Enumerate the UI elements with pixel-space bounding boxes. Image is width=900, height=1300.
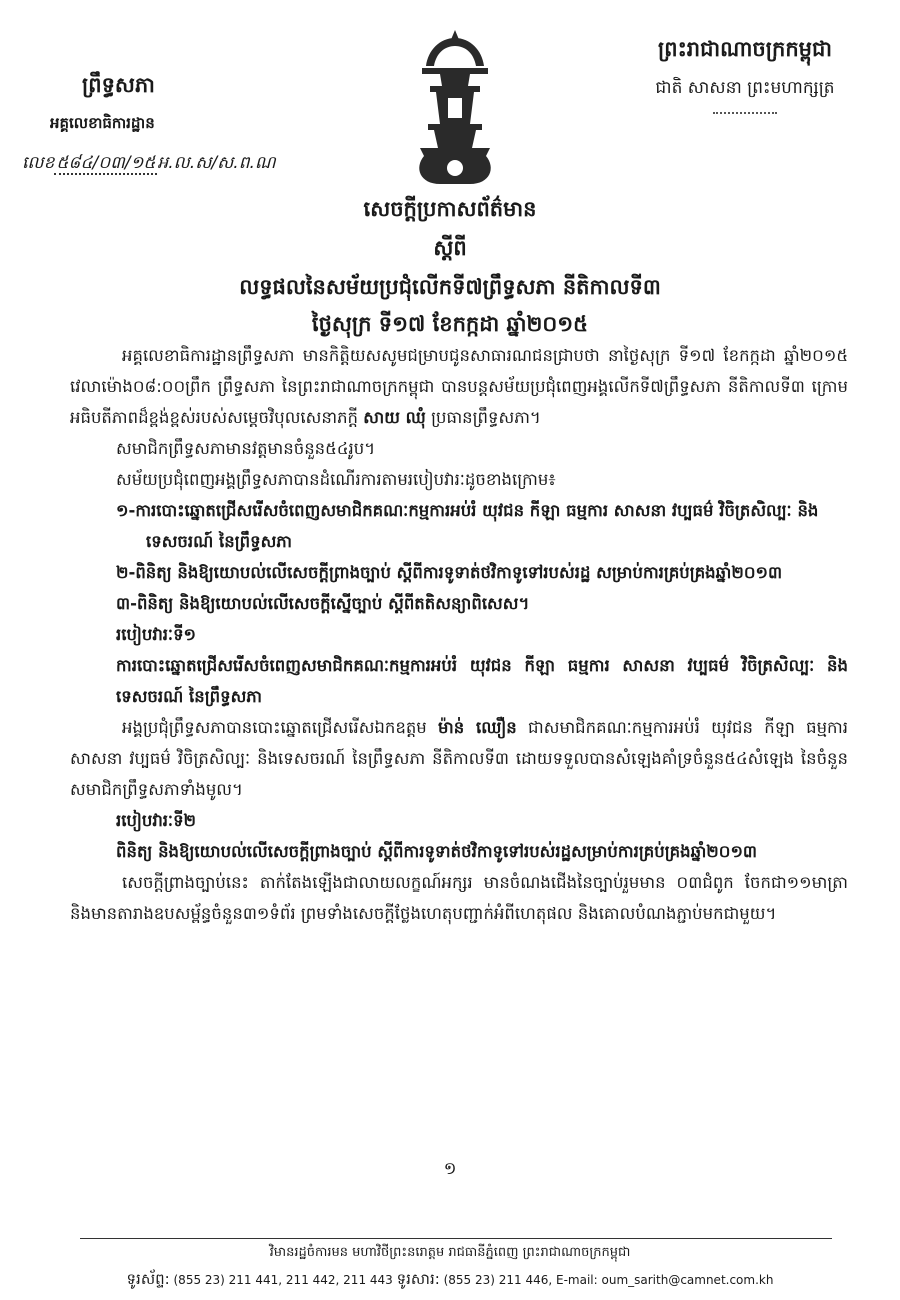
agenda-intro: សម័យប្រជុំពេញអង្គព្រឹទ្ធសភាបានដំណើរការតាមរបៀបវារៈដូចខាងក្រោម៖	[116, 470, 556, 489]
organization-name: ព្រឹទ្ធសភា	[82, 73, 155, 97]
reference-number: ៥៨៤/០៣/១៥	[56, 153, 156, 173]
title-date: ថ្ងៃសុក្រ ទី១៧ ខែកក្កដា ឆ្នាំ២០១៥	[311, 312, 589, 336]
page-number: ១	[443, 1159, 457, 1179]
fax-number: (855 23) 211 446, E-mail: oum_sarith@camnet.com.kh	[443, 1273, 774, 1287]
title-about: ស្តីពី	[433, 236, 467, 260]
agenda1-paragraph	[70, 712, 848, 805]
agenda-item: ១-ការបោះឆ្នោតជ្រើសរើសចំពេញសមាជិកគណៈកម្មការអប់រំ យុវជន កីឡា ធម្មការ សាសនា វប្បធម៌ វិចិត្រសិល្បៈ និងទេសចរណ៍ នៃព្រឹទ្ធសភា	[116, 501, 819, 551]
agenda2-label: របៀបវារៈទី២	[116, 811, 197, 830]
intro-text: អគ្គលេខាធិការដ្ឋានព្រឹទ្ធសភា មានកិត្តិយសសូមជម្រាបជូនសាធារណជនជ្រាបថា នាថ្ងៃសុក្រ ទី១៧ ខែកក្កដា ឆ្នាំ២០១៥ វេលាម៉ោង០៨:០០ព្រឹក ព្រឹទ្ធសភា នៃព្រះរាជាណាចក្រកម្ពុជា បានបន្តសម័យប្រជុំពេញអង្គលើកទី៧ព្រឹទ្ធសភា នីតិកាលទី៣ ក្រោមអធិបតីភាពដ៏ខ្ពង់ខ្ពស់របស់សម្តេចវិបុលសេនាភក្តី	[70, 346, 848, 427]
phone-number: (855 23) 211 441, 211 442, 211 443	[173, 1273, 393, 1287]
agenda1-text-start: អង្គប្រជុំព្រឹទ្ធសភាបានបោះឆ្នោតជ្រើសរើសឯកឧត្តម	[122, 718, 439, 737]
national-header	[600, 36, 890, 114]
phone-label: ទូរស័ព្ទ:	[126, 1270, 170, 1288]
intro-end: ប្រធានព្រឹទ្ធសភា។	[425, 408, 541, 427]
intro-paragraph	[70, 340, 848, 433]
agenda2-title: ពិនិត្យ និងឱ្យយោបល់លើសេចក្តីព្រាងច្បាប់ ស្តីពីការទូទាត់ថវិកាទូទៅរបស់រដ្ឋសម្រាប់ការគ្រប់គ្រងឆ្នាំ២០១៣	[116, 842, 758, 861]
motto-divider	[713, 112, 777, 114]
reference-line	[22, 152, 276, 177]
footer-contact	[0, 1270, 900, 1292]
president-name: សាយ ឈុំ	[363, 408, 426, 427]
footer-address: វិមានរដ្ឋចំការមន មហាវិថីព្រះនរោត្តម រាជធានីភ្នំពេញ ព្រះរាជាណាចក្រកម្ពុជា	[269, 1245, 631, 1260]
members-paragraph: សមាជិកព្រឹទ្ធសភាមានវត្តមានចំនួន៥៤រូប។	[116, 439, 376, 458]
agenda2-paragraph: សេចក្តីព្រាងច្បាប់នេះ តាក់តែងឡើងជាលាយលក្ខណ៍អក្សរ មានចំណងជើងនៃច្បាប់រួមមាន ០៣ជំពូក ចែកជា១១មាត្រា និងមានតារាងឧបសម្ព័ន្ធចំនួន៣១ទំព័រ ព្រមទាំងសេចក្តីថ្លែងហេតុបញ្ជាក់អំពីហេតុផល និងគោលបំណងភ្ជាប់មកជាមួយ។	[70, 873, 848, 923]
reference-label: លេខ	[22, 153, 55, 173]
title-subject: លទ្ធផលនៃសម័យប្រជុំលើកទី៧ព្រឹទ្ធសភា នីតិកាលទី៣	[239, 275, 661, 299]
agenda1-text-end: ជាសមាជិកគណៈកម្មការអប់រំ យុវជន កីឡា ធម្មការ សាសនា វប្បធម៌ វិចិត្រសិល្បៈ និងទេសចរណ៍ នៃព្រឹទ្ធសភា នីតិកាលទី៣ ដោយទទួលបានសំឡេងគាំទ្រចំនួន៥៤សំឡេង នៃចំនួនសមាជិកព្រឹទ្ធសភាទាំងមូល។	[70, 718, 848, 799]
fax-label: ទូរសារ:	[396, 1270, 440, 1288]
kingdom-name: ព្រះរាជាណាចក្រកម្ពុជា	[657, 37, 832, 61]
agenda1-label: របៀបវារៈទី១	[116, 625, 197, 644]
elected-member-name: ម៉ាន់ ឈឿន	[438, 718, 517, 737]
royal-emblem-icon	[410, 28, 500, 188]
agenda-item: ២-ពិនិត្យ និងឱ្យយោបល់លើសេចក្តីព្រាងច្បាប់ ស្តីពីការទូទាត់ថវិកាទូទៅរបស់រដ្ឋ សម្រាប់ការគ្រប់គ្រងឆ្នាំ២០១៣	[116, 563, 783, 582]
agenda-item: ៣-ពិនិត្យ និងឱ្យយោបល់លើសេចក្តីស្នើច្បាប់ ស្តីពីតតិសន្យាពិសេស។	[116, 594, 530, 613]
reference-suffix: អ.ល.ស/ស.ព.ណ	[157, 153, 276, 173]
document-body	[70, 340, 848, 929]
document-title: សេចក្តីប្រកាសព័ត៌មាន	[363, 197, 537, 221]
footer-divider	[80, 1238, 832, 1239]
document-title-block	[60, 196, 840, 342]
department-name: អគ្គលេខាធិការដ្ឋាន	[50, 114, 155, 132]
agenda1-title: ការបោះឆ្នោតជ្រើសរើសចំពេញសមាជិកគណៈកម្មការអប់រំ យុវជន កីឡា ធម្មការ សាសនា វប្បធម៌ វិចិត្រសិល្បៈ និងទេសចរណ៍ នៃព្រឹទ្ធសភា	[116, 656, 848, 706]
national-motto: ជាតិ សាសនា ព្រះមហាក្សត្រ	[655, 78, 835, 98]
